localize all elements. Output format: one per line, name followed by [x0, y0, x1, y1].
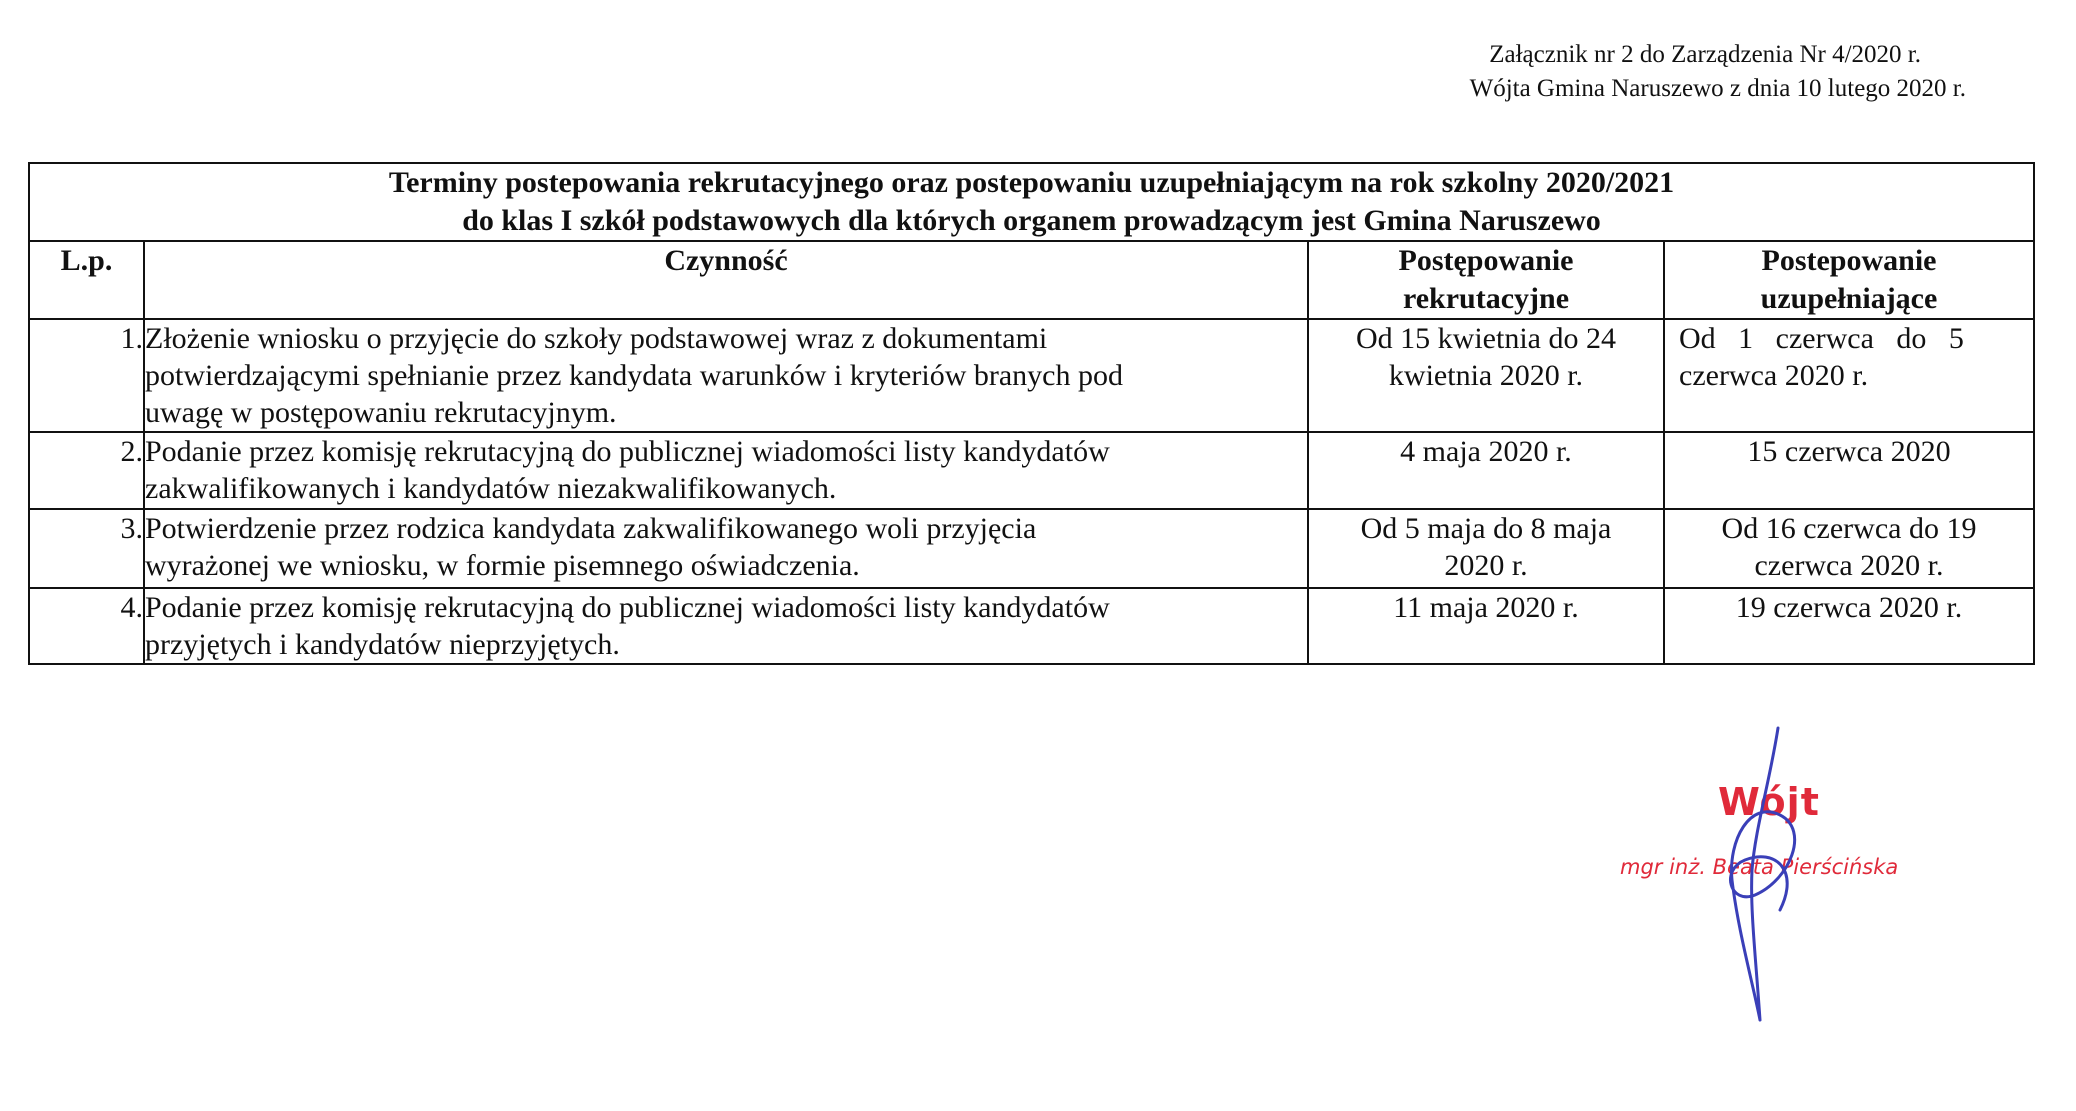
- stamp-name: mgr inż. Beata Pierścińska: [1620, 855, 1899, 879]
- column-header-lp: L.p.: [29, 241, 144, 319]
- row-number: 2.: [29, 432, 144, 509]
- handwritten-signature: [1660, 720, 1840, 1040]
- row-activity: Potwierdzenie przez rodzica kandydata zakwalifikowanego woli przyjęcia wyrażonej we wniosku, w formie pisemnego oświadczenia.: [144, 509, 1308, 588]
- row-supplementary-date: 15 czerwca 2020: [1664, 432, 2034, 509]
- table-title: [29, 163, 2034, 241]
- column-header-recruitment: Postępowanie rekrutacyjne: [1308, 241, 1664, 319]
- schedule-table: [28, 162, 2035, 665]
- row-supplementary-date: 19 czerwca 2020 r.: [1664, 588, 2034, 664]
- table-title-line1: Terminy postepowania rekrutacyjnego oraz postepowaniu uzupełniającym na rok szkolny 2020/2021: [388, 166, 1675, 199]
- table-title-line2: do klas I szkół podstawowych dla których organem prowadzącym jest Gmina Naruszewo: [462, 204, 1601, 237]
- row-number: 4.: [29, 588, 144, 664]
- stamp-title: Wójt: [1718, 780, 1820, 824]
- column-header-supplementary: Postepowanie uzupełniające: [1664, 241, 2034, 319]
- table-row: [29, 432, 2034, 509]
- attachment-note-line1: Załącznik nr 2 do Zarządzenia Nr 4/2020 r.: [1489, 41, 1921, 68]
- column-header-activity: Czynność: [144, 241, 1308, 319]
- row-recruitment-date: Od 15 kwietnia do 24 kwietnia 2020 r.: [1308, 319, 1664, 432]
- table-row: [29, 588, 2034, 664]
- attachment-note-line2: Wójta Gmina Naruszewo z dnia 10 lutego 2020 r.: [1469, 75, 1966, 102]
- table-row: [29, 509, 2034, 588]
- row-activity: Złożenie wniosku o przyjęcie do szkoły podstawowej wraz z dokumentami potwierdzającymi spełnianie przez kandydata warunków i kryteriów branych pod uwagę w postępowaniu rekrutacyjnym.: [144, 319, 1308, 432]
- row-supplementary-date: Od 16 czerwca do 19 czerwca 2020 r.: [1664, 509, 2034, 588]
- row-recruitment-date: 4 maja 2020 r.: [1308, 432, 1664, 509]
- row-number: 3.: [29, 509, 144, 588]
- row-activity: Podanie przez komisję rekrutacyjną do publicznej wiadomości listy kandydatów przyjętych i kandydatów nieprzyjętych.: [144, 588, 1308, 664]
- row-recruitment-date: Od 5 maja do 8 maja 2020 r.: [1308, 509, 1664, 588]
- row-activity: Podanie przez komisję rekrutacyjną do publicznej wiadomości listy kandydatów zakwalifikowanych i kandydatów niezakwalifikowanych.: [144, 432, 1308, 509]
- row-supplementary-date: Od 1 czerwca do 5 czerwca 2020 r.: [1664, 319, 2034, 432]
- row-number: 1.: [29, 319, 144, 432]
- attachment-note: [1470, 38, 1966, 106]
- row-recruitment-date: 11 maja 2020 r.: [1308, 588, 1664, 664]
- table-row: [29, 319, 2034, 432]
